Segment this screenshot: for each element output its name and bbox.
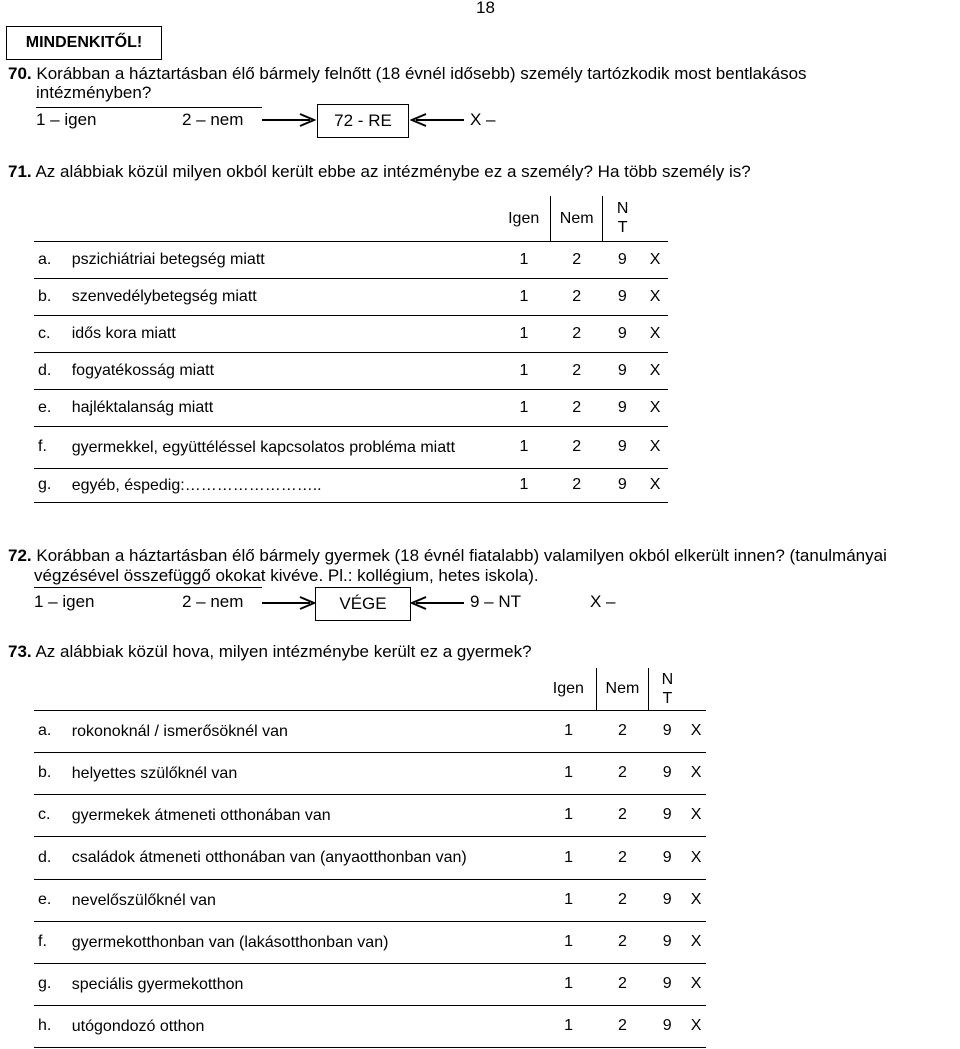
q73-col-igen: Igen <box>541 668 597 710</box>
q73-row-label: gyermekek átmeneti otthonában van <box>71 806 331 824</box>
q73-row <box>34 963 706 1005</box>
q71-row <box>34 352 668 389</box>
question-73-number: 73. <box>8 642 32 661</box>
answer-code-igen[interactable]: 1 <box>519 398 529 416</box>
question-72-text-line1 <box>8 546 887 566</box>
q71-table <box>34 196 668 503</box>
answer-code-x[interactable]: X <box>690 891 702 908</box>
q72-option-nt[interactable]: 9 – NT <box>470 592 522 611</box>
q73-row <box>34 921 706 963</box>
audience-banner: MINDENKITŐL! <box>6 26 162 60</box>
q73-row-label: speciális gyermekotthon <box>71 975 244 993</box>
answer-code-igen[interactable]: 1 <box>519 250 529 268</box>
answer-code-igen[interactable]: 1 <box>564 764 574 781</box>
q73-row-letter: c. <box>38 806 51 823</box>
q71-row-label: egyéb, éspedig:…………………….. <box>71 476 322 494</box>
q71-row-label: pszichiátriai betegség miatt <box>71 251 265 268</box>
question-70-text: Korábban a háztartásban élő bármely felnőtt (18 évnél idősebb) személy tartózkodik most bentlakásos <box>36 64 807 83</box>
q71-row-label: hajléktalanság miatt <box>71 399 214 416</box>
answer-code-x[interactable]: X <box>690 975 702 992</box>
answer-code-nt[interactable]: 9 <box>617 324 627 342</box>
answer-code-nem[interactable]: 2 <box>617 722 627 739</box>
q73-col-nt: N T <box>648 668 686 710</box>
answer-code-nem[interactable]: 2 <box>617 933 627 950</box>
answer-code-nt[interactable]: 9 <box>617 438 627 455</box>
q73-row <box>34 794 706 836</box>
q71-row-letter: f. <box>38 438 47 455</box>
q70-option-yes[interactable]: 1 – igen <box>36 110 97 129</box>
answer-code-nem[interactable]: 2 <box>572 398 582 416</box>
answer-code-x[interactable]: X <box>649 324 661 342</box>
q71-row-label: fogyatékosság miatt <box>71 362 215 379</box>
q73-row-label: utógondozó otthon <box>71 1017 205 1035</box>
answer-code-x[interactable]: X <box>649 438 661 455</box>
answer-code-nt[interactable]: 9 <box>662 806 672 823</box>
answer-code-nem[interactable]: 2 <box>617 891 627 908</box>
question-72-text: Korábban a háztartásban élő bármely gyermek (18 évnél fiatalabb) valamilyen okból elkerült innen? (tanulmányai <box>36 546 887 565</box>
answer-code-nem[interactable]: 2 <box>572 324 582 342</box>
answer-code-igen[interactable]: 1 <box>519 324 529 342</box>
q73-row <box>34 836 706 879</box>
answer-code-igen[interactable]: 1 <box>564 891 574 908</box>
answer-code-nt[interactable]: 9 <box>662 933 672 950</box>
q71-col-nem: Nem <box>551 196 603 241</box>
answer-code-igen[interactable]: 1 <box>519 287 529 305</box>
q72-divider <box>34 587 262 588</box>
q71-row <box>34 278 668 315</box>
answer-code-igen[interactable]: 1 <box>564 975 574 992</box>
question-73-text-line <box>8 642 532 662</box>
answer-code-nt[interactable]: 9 <box>617 287 627 305</box>
answer-code-igen[interactable]: 1 <box>564 722 574 739</box>
answer-code-nt[interactable]: 9 <box>662 975 672 992</box>
answer-code-x[interactable]: X <box>690 1017 702 1034</box>
q73-row-label: rokonoknál / ismerősöknél van <box>71 722 288 740</box>
page-number: 18 <box>476 0 495 17</box>
answer-code-x[interactable]: X <box>690 933 702 950</box>
answer-code-igen[interactable]: 1 <box>519 476 529 493</box>
answer-code-nem[interactable]: 2 <box>572 361 582 379</box>
q71-col-igen: Igen <box>497 196 551 241</box>
answer-code-nem[interactable]: 2 <box>572 476 582 493</box>
answer-code-igen[interactable]: 1 <box>564 1017 574 1034</box>
answer-code-nt[interactable]: 9 <box>617 398 627 416</box>
answer-code-nem[interactable]: 2 <box>617 806 627 823</box>
answer-code-nem[interactable]: 2 <box>572 250 582 268</box>
q73-row <box>34 710 706 752</box>
q71-row-label: szenvedélybetegség miatt <box>71 288 257 305</box>
answer-code-igen[interactable]: 1 <box>564 933 574 950</box>
q73-row-letter: d. <box>38 848 52 866</box>
q70-option-x[interactable]: X – <box>470 110 496 129</box>
q71-row <box>34 241 668 278</box>
answer-code-nem[interactable]: 2 <box>617 975 627 992</box>
arrow-right-icon <box>262 112 316 128</box>
answer-code-x[interactable]: X <box>649 476 661 493</box>
q73-col-nem: Nem <box>597 668 649 710</box>
question-70-number: 70. <box>8 64 32 83</box>
question-70-text-line2: intézményben? <box>36 83 152 102</box>
q71-col-nt: N T <box>603 196 643 241</box>
q73-row-letter: a. <box>38 722 52 739</box>
arrow-right-icon <box>262 595 316 611</box>
question-70-text-line1 <box>8 64 807 84</box>
answer-code-x[interactable]: X <box>649 361 661 379</box>
q71-row-letter: a. <box>38 250 52 268</box>
q72-option-no[interactable]: 2 – nem <box>182 592 244 611</box>
answer-code-x[interactable]: X <box>690 722 702 739</box>
arrow-left-icon <box>410 595 464 611</box>
answer-code-igen[interactable]: 1 <box>519 438 529 455</box>
answer-code-nt[interactable]: 9 <box>662 764 672 781</box>
answer-code-igen[interactable]: 1 <box>564 806 574 823</box>
q71-row-letter: c. <box>38 324 51 342</box>
q73-row <box>34 879 706 921</box>
q70-option-no[interactable]: 2 – nem <box>182 110 244 129</box>
question-71-text-line <box>8 162 751 182</box>
answer-code-igen[interactable]: 1 <box>564 848 574 866</box>
answer-code-nt[interactable]: 9 <box>662 891 672 908</box>
q73-table <box>34 668 706 1048</box>
q71-row-letter: g. <box>38 476 52 493</box>
q73-row-letter: f. <box>38 933 47 950</box>
answer-code-nem[interactable]: 2 <box>617 848 627 866</box>
q73-row <box>34 1005 706 1047</box>
answer-code-x[interactable]: X <box>690 848 702 866</box>
answer-code-x[interactable]: X <box>649 287 661 305</box>
answer-code-nem[interactable]: 2 <box>617 1017 627 1034</box>
answer-code-nem[interactable]: 2 <box>572 287 582 305</box>
question-71-number: 71. <box>8 162 32 181</box>
question-73-text: Az alábbiak közül hova, milyen intézménybe került ez a gyermek? <box>35 642 532 661</box>
q71-row-label: idős kora miatt <box>71 325 176 342</box>
answer-code-nt[interactable]: 9 <box>617 250 627 268</box>
answer-code-nem[interactable]: 2 <box>617 764 627 781</box>
q73-row <box>34 752 706 794</box>
answer-code-nt[interactable]: 9 <box>617 361 627 379</box>
q71-row <box>34 426 668 468</box>
question-71-text: Az alábbiak közül milyen okból került ebbe az intézménybe ez a személy? Ha több személy is? <box>35 162 751 181</box>
q73-row-label: nevelőszülőknél van <box>71 891 216 909</box>
answer-code-nt[interactable]: 9 <box>617 476 627 493</box>
q73-row-label: családok átmeneti otthonában van (anyaotthonban van) <box>71 849 467 866</box>
q71-row-letter: e. <box>38 398 52 416</box>
q70-divider <box>36 107 262 108</box>
q73-row-letter: e. <box>38 891 52 908</box>
answer-code-x[interactable]: X <box>690 806 702 823</box>
q72-option-x[interactable]: X – <box>590 592 616 611</box>
q73-row-label: helyettes szülőknél van <box>71 764 238 782</box>
q71-row-letter: b. <box>38 287 52 305</box>
q72-option-yes[interactable]: 1 – igen <box>34 592 95 611</box>
q71-row-letter: d. <box>38 361 52 379</box>
answer-code-nt[interactable]: 9 <box>662 722 672 739</box>
q71-row <box>34 468 668 502</box>
q72-skip-box: VÉGE <box>315 587 411 621</box>
q71-row-label: gyermekkel, együttéléssel kapcsolatos probléma miatt <box>71 438 456 456</box>
q71-row <box>34 315 668 352</box>
answer-code-x[interactable]: X <box>690 764 702 781</box>
q73-row-letter: h. <box>38 1017 52 1034</box>
answer-code-x[interactable]: X <box>649 250 661 268</box>
answer-code-igen[interactable]: 1 <box>519 361 529 379</box>
q70-skip-box: 72 - RE <box>317 104 409 138</box>
answer-code-nt[interactable]: 9 <box>662 1017 672 1034</box>
answer-code-nem[interactable]: 2 <box>572 438 582 455</box>
question-72-text-line2: végzésével összefüggő okokat kivéve. Pl.: kollégium, hetes iskola). <box>34 566 539 585</box>
q73-row-letter: g. <box>38 975 52 992</box>
q73-row-label: gyermekotthonban van (lakásotthonban van) <box>71 933 389 951</box>
question-72-number: 72. <box>8 546 32 565</box>
answer-code-x[interactable]: X <box>649 398 661 416</box>
q73-row-letter: b. <box>38 764 52 781</box>
arrow-left-icon <box>410 112 464 128</box>
answer-code-nt[interactable]: 9 <box>662 848 672 866</box>
q71-row <box>34 389 668 426</box>
